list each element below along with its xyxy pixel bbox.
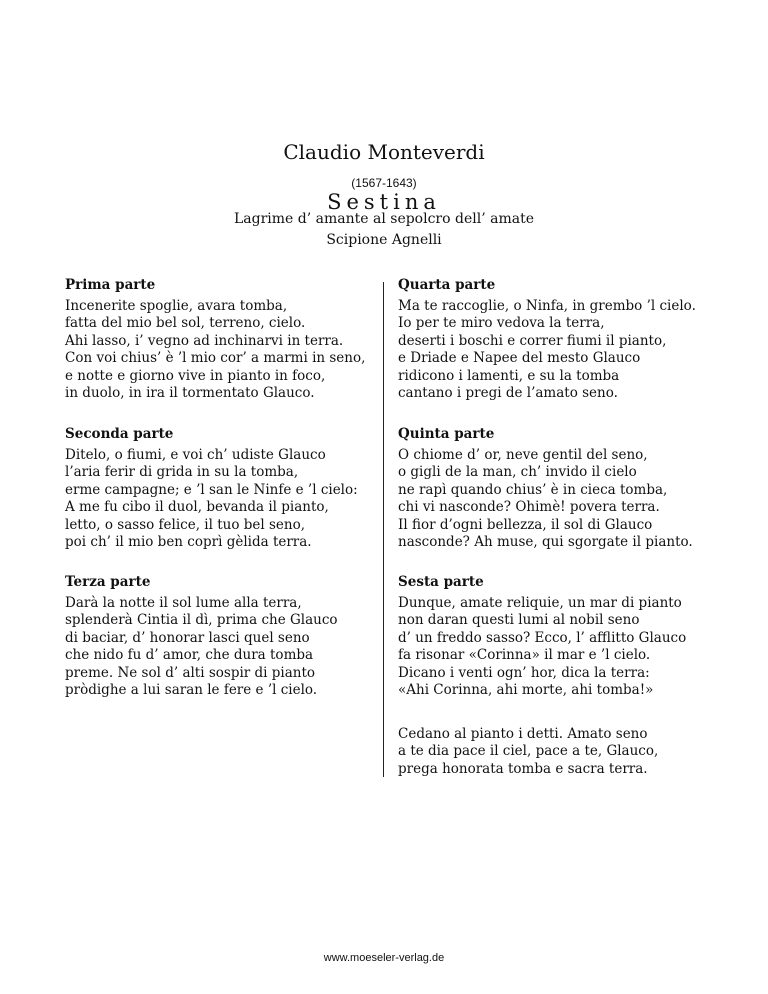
composer-dates: (1567-1643) <box>351 176 417 190</box>
verse-line: l’aria ferir di grida in su la tomba, <box>65 464 299 481</box>
verse-line: di baciar, d’ honorar lasci quel seno <box>65 629 310 646</box>
verse-line: nasconde? Ah muse, qui sgorgate il pianto. <box>398 534 693 551</box>
stanza-terza-parte <box>65 574 338 699</box>
verse-line: A me fu cibo il duol, bevanda il pianto, <box>65 499 329 516</box>
verse-line: fatta del mio bel sol, terreno, cielo. <box>65 315 306 332</box>
stanza-heading: Seconda parte <box>65 426 174 442</box>
verse-line: Dicano i venti ogn’ hor, dica la terra: <box>398 664 650 681</box>
verse-line: erme campagne; e ’l san le Ninfe e ’l cielo: <box>65 481 358 498</box>
stanza-prima-parte <box>65 277 365 402</box>
stanza-heading: Quarta parte <box>398 277 496 293</box>
verse-line: ridicono i lamenti, e su la tomba <box>398 367 620 384</box>
verse-line: Ma te raccoglie, o Ninfa, in grembo ’l cielo. <box>398 298 696 314</box>
column-divider <box>383 282 384 777</box>
verse-line: preme. Ne sol d’ alti sospir di pianto <box>65 664 316 681</box>
stanza-sesta-parte <box>398 574 686 699</box>
verse-line: O chiome d’ or, neve gentil del seno, <box>398 447 648 463</box>
verse-line: d’ un freddo sasso? Ecco, l’ afflitto Glauco <box>398 629 687 646</box>
verse-line: in duolo, in ira il tormentato Glauco. <box>65 385 315 402</box>
stanza-quarta-parte <box>398 277 696 402</box>
verse-line: deserti i boschi e correr fiumi il pianto, <box>398 332 667 349</box>
verse-line: Dunque, amate reliquie, un mar di pianto <box>398 595 682 611</box>
verse-line: poi ch’ il mio ben coprì gèlida terra. <box>65 534 312 551</box>
stanza-heading: Sesta parte <box>398 574 484 590</box>
verse-line: letto, o sasso felice, il tuo bel seno, <box>65 516 306 533</box>
verse-line: «Ahi Corinna, ahi morte, ahi tomba!» <box>398 682 654 699</box>
publisher-url: www.moeseler-verlag.de <box>323 952 445 964</box>
verse-line: Io per te miro vedova la terra, <box>398 315 605 332</box>
verse-line: Il fior d’ogni bellezza, il sol di Glauco <box>398 516 653 533</box>
verse-line: non daran questi lumi al nobil seno <box>398 612 640 629</box>
stanza-heading: Prima parte <box>65 277 156 293</box>
stanza-quinta-parte <box>398 426 693 551</box>
verse-line: Ahi lasso, i’ vegno ad inchinarvi in terra. <box>65 332 344 349</box>
stanza-envoi <box>398 726 658 778</box>
stanza-heading: Quinta parte <box>398 426 495 442</box>
verse-line: che nido fu d’ amor, che dura tomba <box>65 647 314 664</box>
verse-line: a te dia pace il ciel, pace a te, Glauco, <box>398 743 659 760</box>
subtitle: Lagrime d’ amante al sepolcro dell’ amate <box>233 211 534 227</box>
verse-line: cantano i pregi de l’amato seno. <box>398 385 618 402</box>
poet-name: Scipione Agnelli <box>326 232 442 248</box>
page-title: Sestina <box>327 190 441 214</box>
verse-line: pròdighe a lui saran le fere e ’l cielo. <box>65 682 318 699</box>
verse-line: prega honorata tomba e sacra terra. <box>398 760 648 777</box>
verse-line: Cedano al pianto i detti. Amato seno <box>398 726 648 742</box>
verse-line: Incenerite spoglie, avara tomba, <box>65 298 288 314</box>
composer-name: Claudio Monteverdi <box>283 140 485 164</box>
stanza-seconda-parte <box>65 426 358 551</box>
verse-line: ne rapì quando chius’ è in cieca tomba, <box>398 481 668 498</box>
verse-line: splenderà Cintia il dì, prima che Glauco <box>65 612 338 629</box>
verse-line: Darà la notte il sol lume alla terra, <box>65 595 302 611</box>
verse-line: fa risonar «Corinna» il mar e ’l cielo. <box>398 647 651 664</box>
stanza-heading: Terza parte <box>65 574 151 590</box>
verse-line: Ditelo, o fiumi, e voi ch’ udiste Glauco <box>65 447 326 463</box>
verse-line: chi vi nasconde? Ohimè! povera terra. <box>398 499 660 516</box>
verse-line: o gigli de la man, ch’ invido il cielo <box>398 464 637 481</box>
verse-line: e Driade e Napee del mesto Glauco <box>398 350 641 367</box>
verse-line: e notte e giorno vive in pianto in foco, <box>65 367 326 384</box>
verse-line: Con voi chius’ è ’l mio cor’ a marmi in seno, <box>65 350 366 367</box>
